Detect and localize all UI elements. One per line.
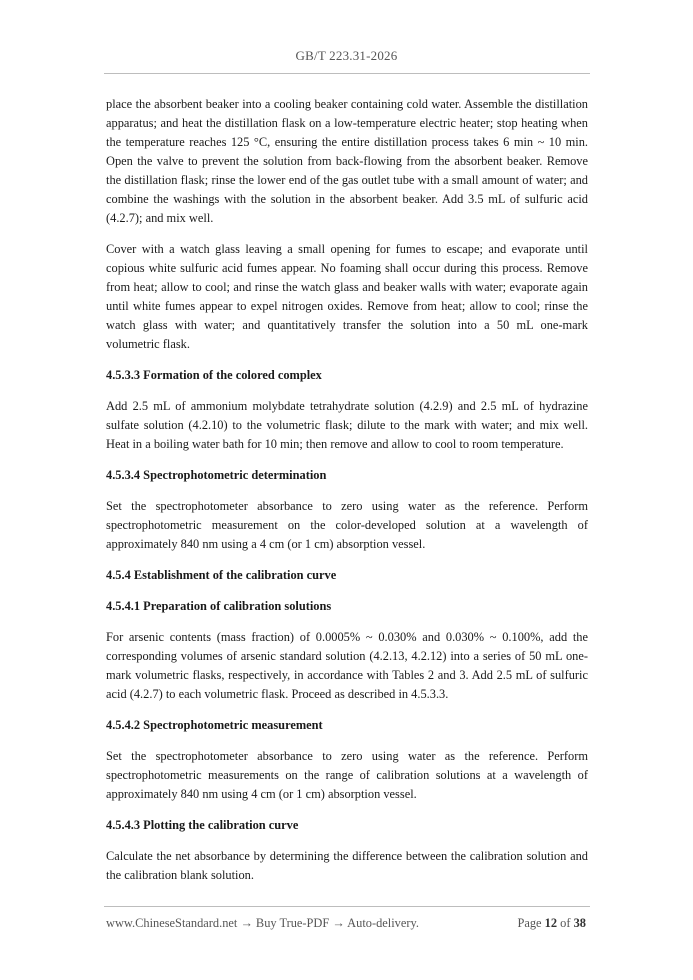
website-link[interactable]: www.ChineseStandard.net — [106, 916, 238, 930]
paragraph-calibration-curve: Calculate the net absorbance by determining the difference between the calibration solution and the calibration blank solution. — [106, 849, 588, 882]
section-heading-4-5-3-3: 4.5.3.3 Formation of the colored complex — [106, 368, 322, 382]
paragraph-spectro-measurement: Set the spectrophotometer absorbance to zero using water as the reference. Perform spectrophotometric measurements on the range of calibration solutions at a wavelength of approximately 840 nm using 4 cm (or 1 cm) absorption vessel. — [106, 749, 588, 801]
page-total: 38 — [573, 916, 586, 930]
document-body — [106, 95, 588, 897]
paragraph-calibration-solutions: For arsenic contents (mass fraction) of 0.0005% ~ 0.030% and 0.030% ~ 0.100%, add the corresponding volumes of arsenic standard solution (4.2.13, 4.2.12) into a series of 50 mL one-mark volumetric flasks, respectively, in accordance with Tables 2 and 3. Add 2.5 mL of sulfuric acid (4.2.7) to each volumetric flask. Proceed as described in 4.5.3.3. — [106, 630, 588, 701]
footer-promo — [106, 916, 419, 931]
standard-code: GB/T 223.31-2026 — [295, 48, 398, 63]
page-header — [0, 48, 693, 64]
paragraph-distillation: place the absorbent beaker into a cooling beaker containing cold water. Assemble the distillation apparatus; and heat the distillation flask on a low-temperature electric heater; stop heating when the temperature reaches 125 °C, ensuring the entire distillation process takes 6 min ~ 10 min. Open the valve to prevent the solution from back-flowing from the absorbent beaker. Remove the distillation flask; rinse the lower end of the gas outlet tube with a small amount of water; and combine the washings with the solution in the absorbent beaker. Add 3.5 mL of sulfuric acid (4.2.7); and mix well. — [106, 97, 588, 225]
page-label: Page — [517, 916, 542, 930]
page-current: 12 — [544, 916, 558, 930]
page-number — [517, 916, 586, 931]
section-heading-4-5-4-1: 4.5.4.1 Preparation of calibration solutions — [106, 599, 332, 613]
section-heading-4-5-3-4: 4.5.3.4 Spectrophotometric determination — [106, 468, 327, 482]
section-heading-4-5-4-2: 4.5.4.2 Spectrophotometric measurement — [106, 718, 323, 732]
footer-promo-text: → Buy True-PDF → Auto-delivery. — [237, 916, 419, 930]
section-heading-4-5-4-3: 4.5.4.3 Plotting the calibration curve — [106, 818, 299, 832]
paragraph-colored-complex: Add 2.5 mL of ammonium molybdate tetrahydrate solution (4.2.9) and 2.5 mL of hydrazine sulfate solution (4.2.10) to the volumetric flask; dilute to the mark with water; and mix well. Heat in a boiling water bath for 10 min; then remove and allow to cool to room temperature. — [106, 399, 588, 451]
paragraph-spectro-determination: Set the spectrophotometer absorbance to zero using water as the reference. Perform spectrophotometric measurement on the color-developed solution at a wavelength of approximately 840 nm using a 4 cm (or 1 cm) absorption vessel. — [106, 499, 588, 551]
paragraph-evaporation: Cover with a watch glass leaving a small opening for fumes to escape; and evaporate until copious white sulfuric acid fumes appear. No foaming shall occur during this process. Remove from heat; allow to cool; and rinse the watch glass and beaker walls with water; evaporate again until white fumes appear to expel nitrogen oxides. Remove from heat; allow to cool; rinse the watch glass with water; and quantitatively transfer the solution into a 50 mL one-mark volumetric flask. — [106, 242, 588, 351]
section-heading-4-5-4: 4.5.4 Establishment of the calibration curve — [106, 568, 337, 582]
header-divider — [104, 73, 590, 74]
page-footer — [106, 916, 586, 931]
footer-divider — [104, 906, 590, 907]
page-of: of — [560, 916, 571, 930]
